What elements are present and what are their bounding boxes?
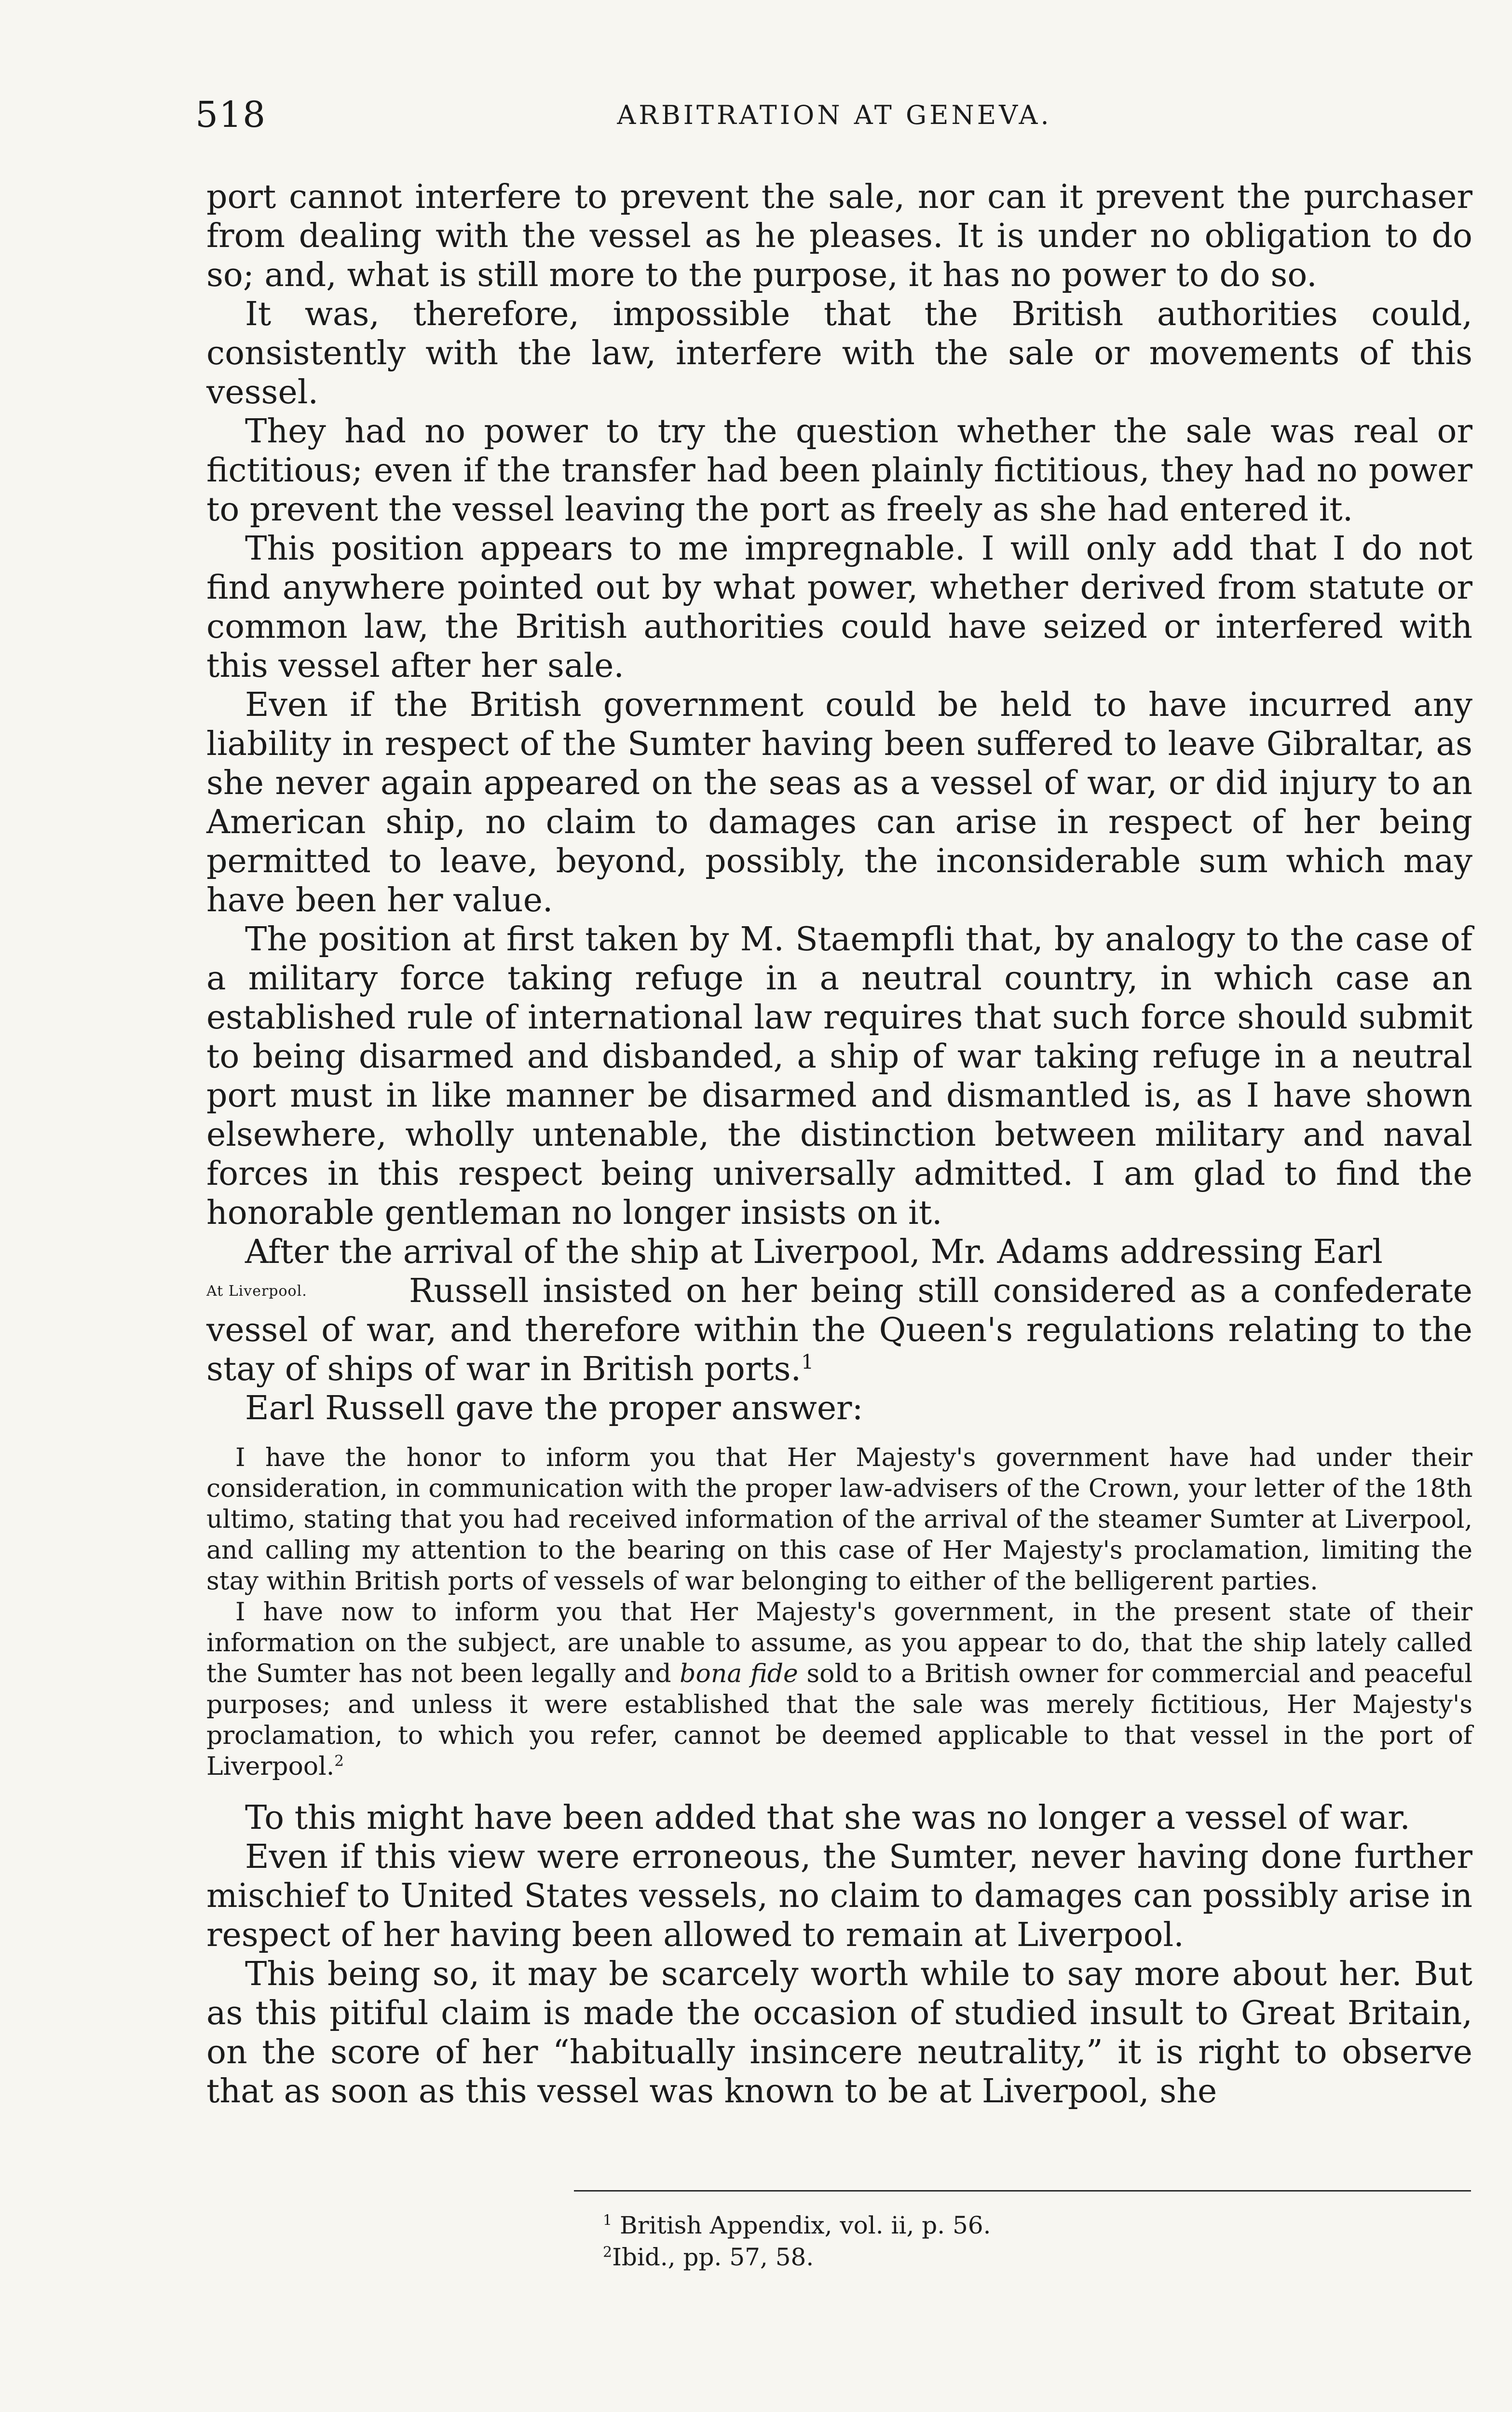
quote-paragraph [206,1597,1472,1782]
paragraph: This position appears to me impregnable. I will only add that I do not find anywhere pointed out by what power, whether derived from statute or common law, the British authorities could have seized or interfered with this vessel after her sale. [206,530,1472,685]
liverpool-first-line: After the arrival of the ship at Liverpool, Mr. Adams addressing Earl [245,1233,1383,1271]
paragraph: This being so, it may be scarcely worth while to say more about her. But as this pitiful claim is made the occasion of studied insult to Great Britain, on the score of her “habitually insincere neutrality,” it is right to observe that as soon as this vessel was known to be at Liverpool, she [206,1955,1472,2110]
liverpool-paragraph-continued [206,1272,1472,1389]
running-head: ARBITRATION AT GENEVA. [617,100,1052,130]
block-quote [206,1442,1472,1782]
margin-note: At Liverpool. [206,1283,307,1300]
footnote [603,2241,1153,2273]
footnote-text: British Appendix, vol. ii, p. 56. [620,2211,991,2239]
paragraph: To this might have been added that she was no longer a vessel of war. [245,1799,1410,1837]
quote-text: I have now to inform you that Her Majesty's government, in the present state of their information on the subject, are unable to assume, as you appear to do, that the ship lately called the Sumter has not been legally and [206,1598,1472,1688]
body-text [206,178,1472,2111]
footnote-number: 1 [603,2212,613,2229]
page-number: 518 [195,94,267,136]
quote-paragraph: I have the honor to inform you that Her Majesty's government have had under their consideration, in communication with the proper law-advisers of the Crown, your letter of the 18th ultimo, stating that you had received information of the arrival of the steamer Sumter at Liverpool, and calling my attention to the bearing on this case of Her Majesty's proclamation, limiting the stay within British ports of vessels of war belonging to either of the belligerent parties. [206,1443,1472,1596]
footnote-number: 2 [603,2244,613,2261]
paragraph: port cannot interfere to prevent the sale, nor can it prevent the purchaser from dealing with the vessel as he pleases. It is under no obligation to do so; and, what is still more to the purpose, it has no power to do so. [206,178,1472,294]
quote-intro: Earl Russell gave the proper answer: [245,1389,863,1427]
liverpool-rest: Russell insisted on her being still considered as a confederate vessel of war, and therefore within the Queen's regulations relating to the stay of ships of war in British ports. [206,1272,1472,1388]
footnote-divider [574,2190,1471,2192]
paragraph: Even if the British government could be held to have incurred any liability in respect of the Sumter having been suffered to leave Gibraltar, as she never again appeared on the seas as a vessel of war, or did injury to an American ship, no claim to damages can arise in respect of her being permitted to leave, beyond, possibly, the inconsiderable sum which may have been her value. [206,686,1472,919]
quote-italic-text: bona fide [680,1659,798,1688]
footnote-text: Ibid., pp. 57, 58. [612,2243,814,2271]
paragraph: They had no power to try the question whether the sale was real or fictitious; even if the transfer had been plainly fictitious, they had no power to prevent the vessel leaving the port as freely as she had entered it. [206,412,1472,529]
footnote-marker: 2 [334,1752,344,1770]
footnote [603,2209,1153,2241]
page-header [195,94,1473,147]
paragraph: The position at first taken by M. Staempfli that, by analogy to the case of a military force taking refuge in a neutral country, in which case an established rule of international law requires that such force should submit to being disarmed and disbanded, a ship of war taking refuge in a neutral port must in like manner be disarmed and dismantled is, as I have shown elsewhere, wholly untenable, the distinction between military and naval forces in this respect being universally admitted. I am glad to find the honorable gentleman no longer insists on it. [206,920,1472,1232]
quote-text: sold to a British owner for commercial and peaceful purposes; and unless it were established that the sale was merely fictitious, Her Majesty's proclamation, to which you refer, cannot be deemed applicable to that vessel in the port of Liverpool. [206,1659,1473,1781]
footnotes [574,2209,1153,2273]
paragraph: It was, therefore, impossible that the British authorities could, consistently with the law, interfere with the sale or movements of this vessel. [206,295,1472,411]
footnote-marker: 1 [801,1350,814,1374]
liverpool-paragraph [206,1233,1472,1272]
paragraph: Even if this view were erroneous, the Sumter, never having done further mischief to United States vessels, no claim to damages can possibly arise in respect of her having been allowed to remain at Liverpool. [206,1838,1472,1954]
